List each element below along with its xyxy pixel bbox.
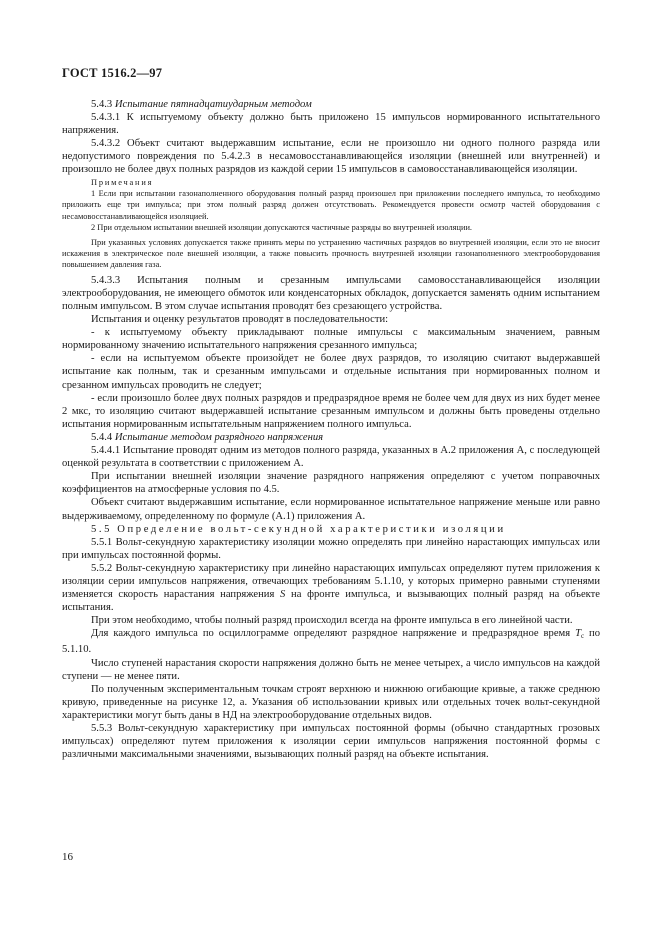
paragraph-5-4-3-1: 5.4.3.1 К испытуемому объекту должно быть приложено 15 импульсов нормированного испытательного напряжения. (62, 112, 600, 137)
section-title: Испытание методом разрядного напряжения (114, 431, 324, 443)
section-number: 5.4.4 (91, 431, 113, 443)
paragraph: Объект считают выдержавшим испытание, если нормированное испытательное напряжение меньше или равно выдерживаемому, определенному по формуле (А.1) приложения А. (62, 497, 600, 522)
paragraph-sequence-intro: Испытания и оценку результатов проводят в последовательности: (91, 314, 389, 326)
section-number: 5.4.3 (91, 99, 113, 110)
paragraph: Число ступеней нарастания скорости напряжения должно быть не менее четырех, а число импульсов на каждой ступени — не менее пяти. (62, 657, 600, 682)
symbol-t: T (575, 628, 581, 640)
paragraph: При этом необходимо, чтобы полный разряд происходил всегда на фронте импульса в его линейной части. (91, 615, 573, 627)
symbol-s: S (280, 589, 286, 601)
paragraph: При испытании внешней изоляции значение разрядного напряжения определяют с учетом поправочных коэффициентов на атмосферные условия по 4.5. (62, 471, 600, 496)
paragraph-5-5-3: 5.5.3 Вольт-секундную характеристику при импульсах постоянной формы (обычно стандартных грозовых импульсах) определяют путем приложения к изоляции серии импульсов напряжения постоянной формы с различными максимальными значениями, вызывающих полный разряд на объекте испытания. (62, 723, 600, 761)
note-1: 1 Если при испытании газонаполненного оборудования полный разряд произошел при приложении последнего импульса, то необходимо приложить еще три импульса; при этом полный разряд должен отсутствовать. Рекомендуется провести осмотр частей оборудования с несамовосстанавливающейся изоляцией. (62, 188, 600, 221)
note-2-continued: При указанных условиях допускается также принять меры по устранению частичных разрядов во внутренней изоляции, если это не вносит искажения в электрическое поле внешней изоляции, а также повысить прочность внутренней изоляции газонаполненного электрооборудования повышением давления газа. (62, 237, 600, 270)
section-title: Испытание пятнадцатиударным методом (114, 99, 312, 110)
document-body (62, 98, 600, 761)
paragraph-5-5-2: 5.5.2 Вольт-секундную характеристику при линейно нарастающих импульсах определяют путем приложения к изоляции серии импульсов напряжения, отвечающих требованиям 5.1.10, у которых примерно равными ступенями изменяется скорость нарастания напряжения S на фронте импульса, и вызывающих полный разряд на объекте испытания. (62, 562, 600, 614)
page-number: 16 (62, 851, 73, 863)
paragraph: Для каждого импульса по осциллограмме определяют разрядное напряжение и предразрядное время $T_c$ по 5.1.10. (62, 628, 600, 656)
paragraph-5-4-4-1: 5.4.4.1 Испытание проводят одним из методов полного разряда, указанных в А.2 приложения А, с последующей оценкой результата в соответствии с приложением А. (62, 445, 600, 470)
section-heading-5-5: 5.5 Определение вольт-секундной характеристики изоляции (91, 523, 506, 535)
list-item: - если на испытуемом объекте произойдет не более двух разрядов, то изоляцию считают выдержавшей испытание как полным, так и срезанным импульсами и отдельные испытания при нормированных полном и срезанном импульсах проводить не следует; (62, 353, 600, 391)
list-item: - если произошло более двух полных разрядов и предразрядное время не более чем для двух из них будет менее 2 мкс, то изоляцию считают выдержавшей испытание срезанным импульсом и должны быть проведены отдельно испытания нормированным испытательным напряжением полного импульса. (62, 392, 600, 430)
notes-heading: Примечания (91, 177, 154, 187)
section-heading-5-4-3 (62, 98, 600, 111)
note-2: 2 При отдельном испытании внешней изоляции допускаются частичные разряды во внутренней изоляции. (91, 223, 473, 233)
paragraph-5-4-3-2: 5.4.3.2 Объект считают выдержавшим испытание, если не произошло ни одного полного разряда или недопустимого повреждения по 5.4.2.3 в несамовосстанавливающейся изоляции (внешней или внутренней) и произошло не более двух полных разрядов из каждой серии 15 импульсов в самовосстанавливающейся изоляции. (62, 138, 600, 176)
symbol-t-subscript: c (580, 632, 585, 641)
paragraph-5-5-1: 5.5.1 Вольт-секундную характеристику изоляции можно определять при линейно нарастающих импульсах или при импульсах постоянной формы. (62, 536, 600, 561)
paragraph-5-4-3-3: 5.4.3.3 Испытания полным и срезанным импульсами самовосстанавливающейся изоляции электрооборудования, не имеющего обмоток или конденсаторных обкладок, допускается заменять одним испытанием полным импульсом. В этом случае испытания проводят без срезающего устройства. (62, 274, 600, 312)
list-item: - к испытуемому объекту прикладывают полные импульсы с максимальным значением, равным нормированному значению испытательного напряжения срезанного импульса; (62, 327, 600, 352)
document-code: ГОСТ 1516.2—97 (62, 66, 163, 80)
paragraph: По полученным экспериментальным точкам строят верхнюю и нижнюю огибающие кривые, а также среднюю кривую, приведенные на рисунке 12, а. Указания об использовании кривых или отдельных точек вольт-секундной характеристики могут быть даны в НД на электрооборудование отдельных видов. (62, 683, 600, 721)
section-heading-5-4-4 (62, 431, 600, 444)
